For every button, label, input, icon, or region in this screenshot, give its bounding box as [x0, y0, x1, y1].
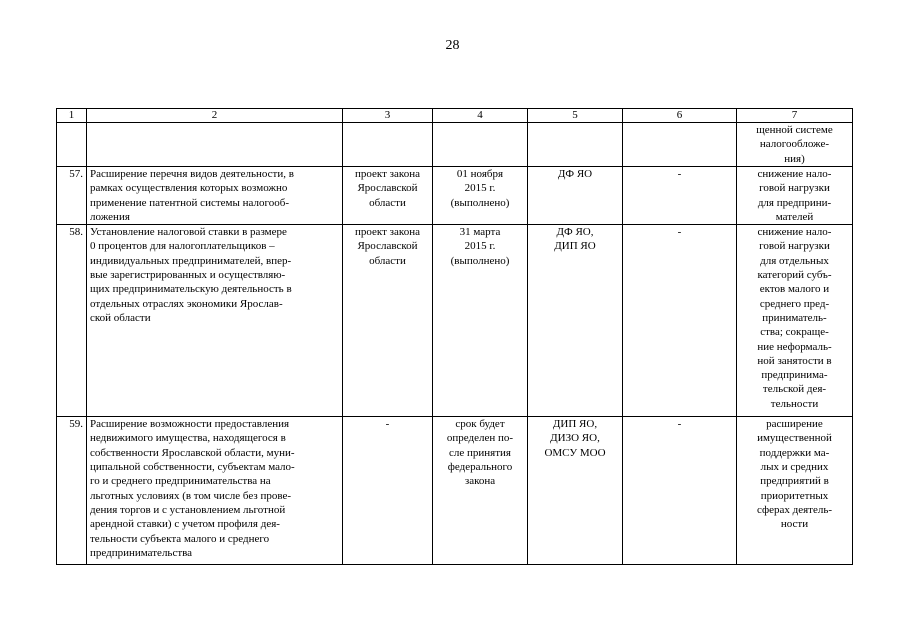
result-cell	[737, 167, 853, 225]
empty-cell	[343, 123, 433, 167]
text-line: Расширение перечня видов деятельности, в	[90, 168, 294, 180]
measure-description	[87, 225, 343, 417]
table-row	[57, 417, 853, 565]
table-row	[57, 167, 853, 225]
text-line: проект закона	[355, 168, 420, 180]
header-cell: 6	[623, 109, 737, 123]
text-line: Установление налоговой ставки в размере	[90, 226, 287, 239]
text-line: предпринима-	[761, 369, 828, 382]
text-line: определен по-	[446, 432, 514, 445]
text-line: среднего пред-	[759, 297, 830, 310]
column-6-value: -	[623, 167, 737, 225]
responsible	[528, 417, 623, 565]
text-line: сле принятия	[449, 446, 511, 459]
text-line: тельской дея-	[762, 383, 827, 396]
text-line: ской области	[90, 311, 151, 324]
empty-cell	[57, 123, 87, 167]
text-line: ДИЗО ЯО,	[550, 432, 600, 445]
text-line: лых и средних	[760, 461, 829, 474]
header-cell: 2	[87, 109, 343, 123]
text-line: для предприни-	[757, 196, 832, 209]
measure-description	[87, 417, 343, 565]
text-line: Ярославской	[357, 182, 418, 195]
result-cell	[737, 417, 853, 565]
text-line: приоритетных	[760, 489, 829, 502]
text-line: отдельных отраслях экономики Ярослав-	[90, 297, 283, 310]
header-cell: 3	[343, 109, 433, 123]
text-line: 01 ноября	[456, 168, 504, 180]
text-line: ципальной собственности, субъектам мало-	[90, 461, 295, 474]
text-line: Ярославской	[357, 240, 418, 253]
header-row	[57, 109, 853, 123]
text-line: ние неформаль-	[757, 340, 832, 353]
text-line: ния)	[784, 152, 805, 165]
text-line: приниматель-	[762, 311, 827, 324]
text-line: применение патентной системы налогооб-	[90, 196, 289, 209]
text-line: мателей	[775, 210, 814, 223]
text-line: дения торгов и с установлением льготной	[90, 503, 286, 516]
text-line: расширение	[766, 418, 823, 431]
text-line: (выполнено)	[450, 196, 510, 209]
responsible	[528, 225, 623, 417]
text-line: федерального	[447, 461, 513, 474]
empty-cell	[433, 123, 528, 167]
text-line: закона	[464, 475, 496, 488]
text-line: (выполнено)	[450, 254, 510, 267]
responsible	[528, 167, 623, 225]
text-line: индивидуальных предпринимателей, впер-	[90, 254, 292, 267]
deadline	[433, 225, 528, 417]
header-cell: 1	[57, 109, 87, 123]
text-line: недвижимого имущества, находящегося в	[90, 432, 286, 445]
row-number: 58.	[57, 225, 87, 417]
text-line: проект закона	[355, 226, 420, 239]
text-line: снижение нало-	[757, 226, 832, 239]
text-line: сферах деятель-	[756, 503, 833, 516]
text-line: предприятий в	[760, 475, 829, 488]
empty-cell	[87, 123, 343, 167]
text-line: го и среднего предпринимательства на	[90, 475, 271, 488]
text-line: тельности субъекта малого и среднего	[90, 532, 270, 545]
empty-cell	[528, 123, 623, 167]
table-row	[57, 225, 853, 417]
text-line: имущественной	[757, 432, 832, 445]
text-line: ектов малого и	[759, 283, 830, 296]
text-line: ной занятости в	[757, 354, 832, 367]
text-line: ДИП ЯО,	[552, 418, 598, 431]
header-cell: 7	[737, 109, 853, 123]
row-number: 57.	[57, 167, 87, 225]
deadline	[433, 417, 528, 565]
text-line: говой нагрузки	[759, 240, 830, 253]
page-number: 28	[445, 38, 460, 53]
text-line: вые зарегистрированных и осуществляю-	[90, 269, 286, 282]
document-type	[343, 167, 433, 225]
text-line: ДИП ЯО	[554, 240, 596, 253]
text-line: льготных условиях (в том числе без прове-	[90, 489, 292, 502]
text-line: ложения	[90, 210, 130, 223]
text-line: ности	[780, 518, 809, 531]
text-line: ДФ ЯО,	[556, 226, 594, 239]
document-type	[343, 225, 433, 417]
text-line: Расширение возможности предоставления	[90, 418, 290, 431]
text-line: области	[369, 254, 406, 267]
text-line: собственности Ярославской области, муни-	[90, 446, 295, 459]
header-cell: 4	[433, 109, 528, 123]
column-6-value: -	[623, 417, 737, 565]
text-line: поддержки ма-	[759, 446, 830, 459]
text-line: снижение нало-	[757, 168, 832, 180]
text-line: налогообложе-	[759, 138, 830, 151]
text-line: 2015 г.	[464, 182, 496, 195]
continuation-row	[57, 123, 853, 167]
text-line: для отдельных	[760, 254, 829, 267]
result-cell	[737, 123, 853, 167]
text-line: рамках осуществления которых возможно	[90, 182, 288, 195]
text-line: ства; сокраще-	[760, 326, 829, 339]
text-line: 31 марта	[459, 226, 501, 239]
text-line: ОМСУ МОО	[544, 446, 606, 459]
empty-cell	[623, 123, 737, 167]
row-number: 59.	[57, 417, 87, 565]
text-line: 2015 г.	[464, 240, 496, 253]
column-6-value: -	[623, 225, 737, 417]
text-line: -	[385, 418, 390, 431]
text-line: щих предпринимательскую деятельность в	[90, 283, 292, 296]
text-line: арендной ставки) с учетом профиля дея-	[90, 518, 280, 531]
text-line: срок будет	[455, 418, 505, 431]
text-line: категорий субъ-	[757, 269, 832, 282]
measures-table	[56, 108, 853, 565]
document-type	[343, 417, 433, 565]
text-line: ДФ ЯО	[557, 168, 593, 180]
text-line: 0 процентов для налогоплательщиков –	[90, 240, 275, 253]
text-line: предпринимательства	[90, 546, 193, 559]
header-cell: 5	[528, 109, 623, 123]
result-cell	[737, 225, 853, 417]
text-line: щенной системе	[756, 124, 833, 136]
deadline	[433, 167, 528, 225]
text-line: тельности	[770, 397, 819, 410]
text-line: области	[369, 196, 406, 209]
text-line: говой нагрузки	[759, 182, 830, 195]
measure-description	[87, 167, 343, 225]
